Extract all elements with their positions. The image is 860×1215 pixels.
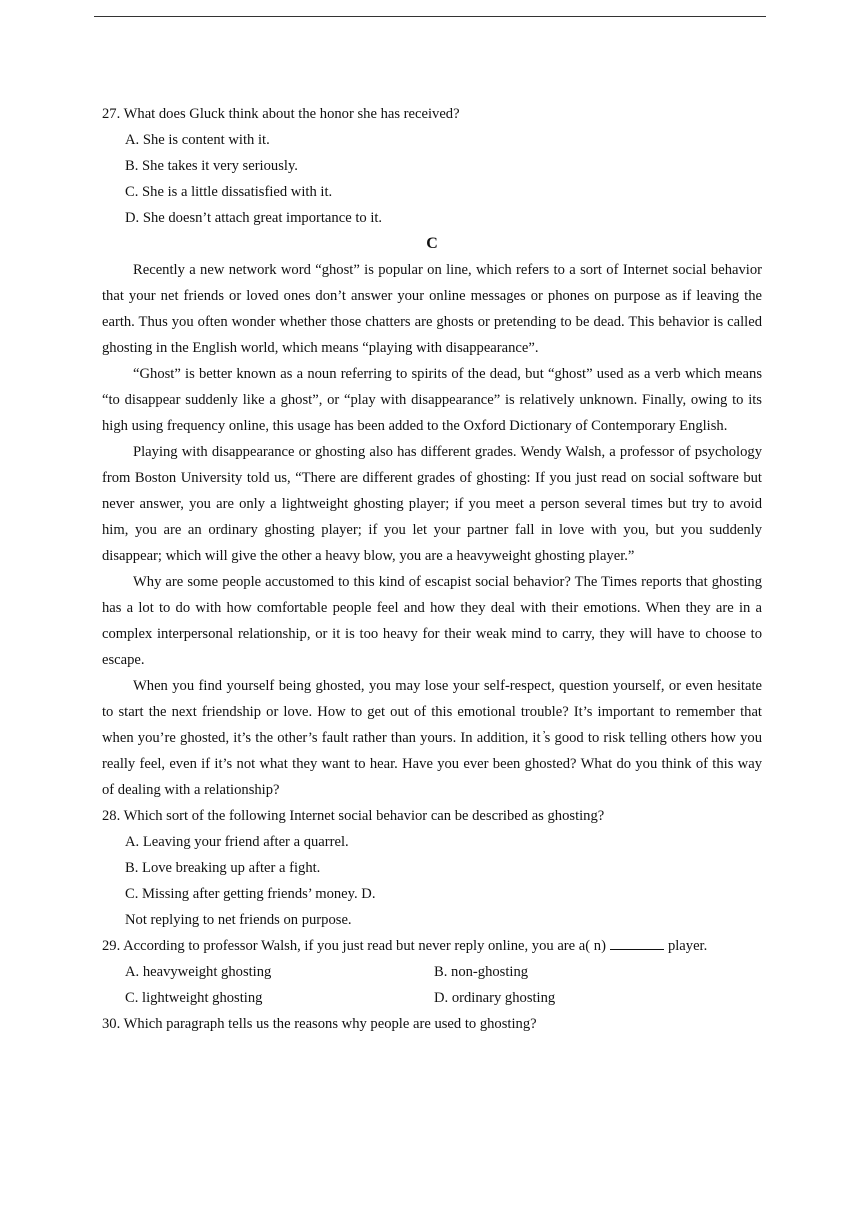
question-29-option-d: D. ordinary ghosting [434,990,556,1006]
question-29-options-row-2 [125,985,762,1011]
question-29-option-c: C. lightweight ghosting [125,990,263,1006]
question-30-stem: 30. Which paragraph tells us the reasons why people are used to ghosting? [102,1016,537,1032]
passage-paragraph-3: Playing with disappearance or ghosting also has different grades. Wendy Walsh, a professor of psychology from Boston University told us, “There are different grades of ghosting: If you just read on social software but never answer, you are only a lightweight ghosting player; if you meet a person several times but try to avoid him, you are an ordinary ghosting player; if you let your partner fall in love with you, but you suddenly disappear; which will give the other a heavy blow, you are a heavyweight ghosting player.” [102,444,762,564]
question-29-stem-end: player. [667,938,708,954]
question-29-stem-text: 29. According to professor Walsh, if you just read but never reply online, you are a( n) [102,938,606,954]
question-29-stem [102,933,762,959]
document-body [102,101,762,1037]
passage-paragraph-5: When you find yourself being ghosted, you may lose your self-respect, question yourself, or even hesitate to start the next friendship or love. How to get out of this emotional trouble? It’s important to remember that when you’re ghosted, it’s the other’s fault rather than yours. In addition, it ̓s good to risk telling others how you really feel, even if it’s not what they want to hear. Have you ever been ghosted? What do you think of this way of dealing with a relationship? [102,678,762,798]
question-27-option-d: D. She doesn’t attach great importance to it. [125,210,383,226]
header-rule [94,16,766,17]
passage-paragraph-2: “Ghost” is better known as a noun referring to spirits of the dead, but “ghost” used as a verb which means “to disappear suddenly like a ghost”, or “play with disappearance” is relatively unknown. Finally, owing to its high using frequency online, this usage has been added to the Oxford Dictionary of Contemporary English. [102,366,762,434]
question-28-option-d: Not replying to net friends on purpose. [125,912,352,928]
question-29-option-b: B. non-ghosting [434,964,529,980]
question-28-stem: 28. Which sort of the following Internet social behavior can be described as ghosting? [102,808,605,824]
question-27-option-b: B. She takes it very seriously. [125,158,298,174]
question-27-option-a: A. She is content with it. [125,132,270,148]
passage-paragraph-1: Recently a new network word “ghost” is popular on line, which refers to a sort of Internet social behavior that your net friends or loved ones don’t answer your online messages or phones on purpose as if leaving the earth. Thus you often wonder whether those chatters are ghosts or pretending to be dead. This behavior is called ghosting in the English world, which means “playing with disappearance”. [102,262,762,356]
section-title: C [426,235,438,252]
question-28-option-a: A. Leaving your friend after a quarrel. [125,834,349,850]
passage-paragraph-4: Why are some people accustomed to this kind of escapist social behavior? The Times reports that ghosting has a lot to do with how comfortable people feel and how they deal with their emotions. When they are in a complex interpersonal relationship, or it is too heavy for their weak mind to carry, they will have to choose to escape. [102,574,762,668]
question-29-option-a: A. heavyweight ghosting [125,964,272,980]
question-27-option-c: C. She is a little dissatisfied with it. [125,184,333,200]
answer-blank [610,935,664,950]
question-27-stem: 27. What does Gluck think about the honor she has received? [102,106,460,122]
question-28-option-c: C. Missing after getting friends’ money. D. [125,886,376,902]
question-29-options-row-1 [125,959,762,985]
question-28-option-b: B. Love breaking up after a fight. [125,860,321,876]
